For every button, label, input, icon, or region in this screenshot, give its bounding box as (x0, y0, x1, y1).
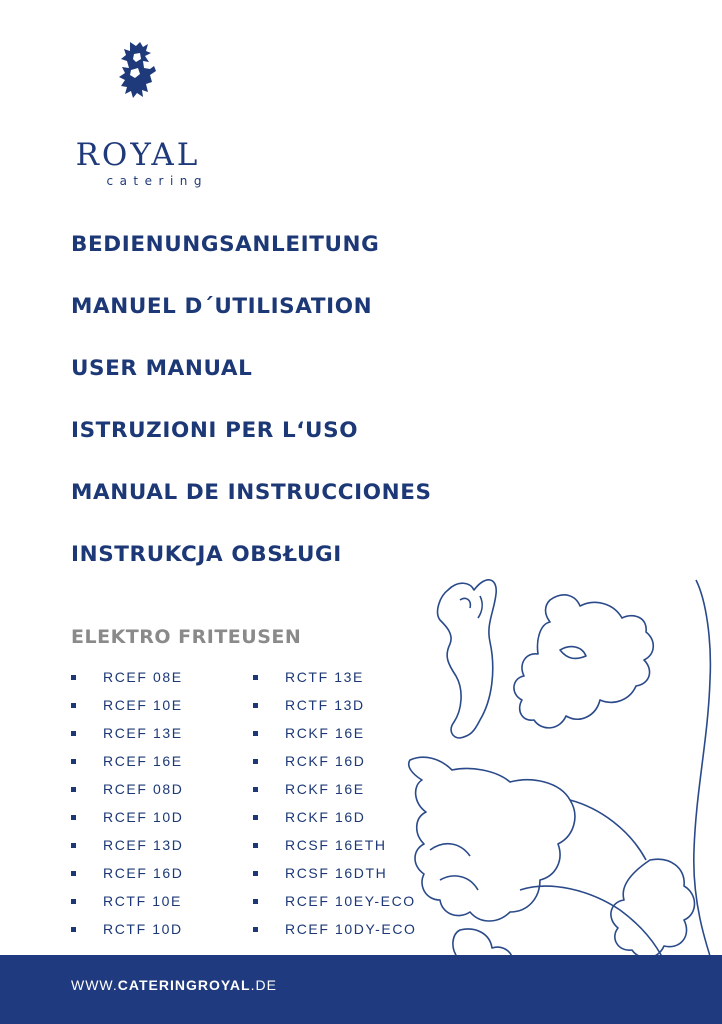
list-item (253, 915, 417, 943)
list-item (71, 859, 183, 887)
url-brand: CATERINGROYAL (117, 977, 251, 993)
model-list-left (71, 663, 183, 943)
model-label: RCEF 10DY-ECO (285, 921, 417, 937)
bullet-icon (71, 787, 76, 792)
bullet-icon (253, 787, 258, 792)
list-item (253, 691, 417, 719)
list-item (71, 803, 183, 831)
model-label: RCEF 10E (103, 697, 183, 713)
list-item (71, 691, 183, 719)
bullet-icon (71, 703, 76, 708)
lion-crest-icon (116, 40, 160, 100)
bullet-icon (253, 815, 258, 820)
bullet-icon (253, 759, 258, 764)
list-item (253, 803, 417, 831)
list-item (71, 719, 183, 747)
model-label: RCEF 13E (103, 725, 183, 741)
model-list-right (253, 663, 417, 943)
bullet-icon (71, 731, 76, 736)
list-item (253, 775, 417, 803)
product-category-title: ELEKTRO FRITEUSEN (71, 626, 302, 648)
bullet-icon (253, 927, 258, 932)
list-item (71, 663, 183, 691)
logo-wordmark: ROYAL (75, 137, 201, 173)
list-item (253, 831, 417, 859)
model-label: RCEF 08D (103, 781, 184, 797)
model-label: RCTF 13D (285, 697, 365, 713)
title-italian: ISTRUZIONI PER L‘USO (71, 418, 359, 443)
model-label: RCEF 13D (103, 837, 184, 853)
footer-bar (0, 955, 722, 1024)
model-label: RCEF 16E (103, 753, 183, 769)
title-spanish: MANUAL DE INSTRUCCIONES (71, 480, 432, 505)
bullet-icon (253, 899, 258, 904)
model-label: RCKF 16D (285, 809, 366, 825)
bullet-icon (253, 731, 258, 736)
list-item (71, 915, 183, 943)
model-label: RCEF 16D (103, 865, 184, 881)
title-english: USER MANUAL (71, 356, 253, 381)
list-item (253, 887, 417, 915)
model-label: RCKF 16D (285, 753, 366, 769)
bullet-icon (253, 675, 258, 680)
bullet-icon (71, 843, 76, 848)
title-french: MANUEL D´UTILISATION (71, 294, 373, 319)
bullet-icon (253, 843, 258, 848)
bullet-icon (71, 675, 76, 680)
brand-logo (68, 40, 218, 188)
bullet-icon (71, 927, 76, 932)
model-label: RCTF 10E (103, 893, 182, 909)
model-label: RCTF 10D (103, 921, 183, 937)
list-item (71, 887, 183, 915)
bullet-icon (71, 759, 76, 764)
manual-titles (71, 228, 432, 600)
title-polish: INSTRUKCJA OBSŁUGI (71, 542, 342, 567)
list-item (253, 747, 417, 775)
logo-subtitle: catering (106, 174, 208, 188)
list-item (71, 747, 183, 775)
list-item (253, 719, 417, 747)
website-link[interactable] (71, 977, 277, 993)
list-item (71, 775, 183, 803)
model-label: RCKF 16E (285, 781, 365, 797)
list-item (253, 663, 417, 691)
model-label: RCKF 16E (285, 725, 365, 741)
model-label: RCTF 13E (285, 669, 364, 685)
url-suffix: .DE (250, 977, 277, 993)
list-item (71, 831, 183, 859)
bullet-icon (253, 871, 258, 876)
model-label: RCEF 10D (103, 809, 184, 825)
model-label: RCEF 10EY-ECO (285, 893, 416, 909)
list-item (253, 859, 417, 887)
model-label: RCEF 08E (103, 669, 183, 685)
bullet-icon (253, 703, 258, 708)
model-label: RCSF 16DTH (285, 865, 388, 881)
bullet-icon (71, 815, 76, 820)
bullet-icon (71, 871, 76, 876)
bullet-icon (71, 899, 76, 904)
model-label: RCSF 16ETH (285, 837, 387, 853)
title-german: BEDIENUNGSANLEITUNG (71, 232, 380, 257)
url-prefix: WWW. (71, 977, 118, 993)
